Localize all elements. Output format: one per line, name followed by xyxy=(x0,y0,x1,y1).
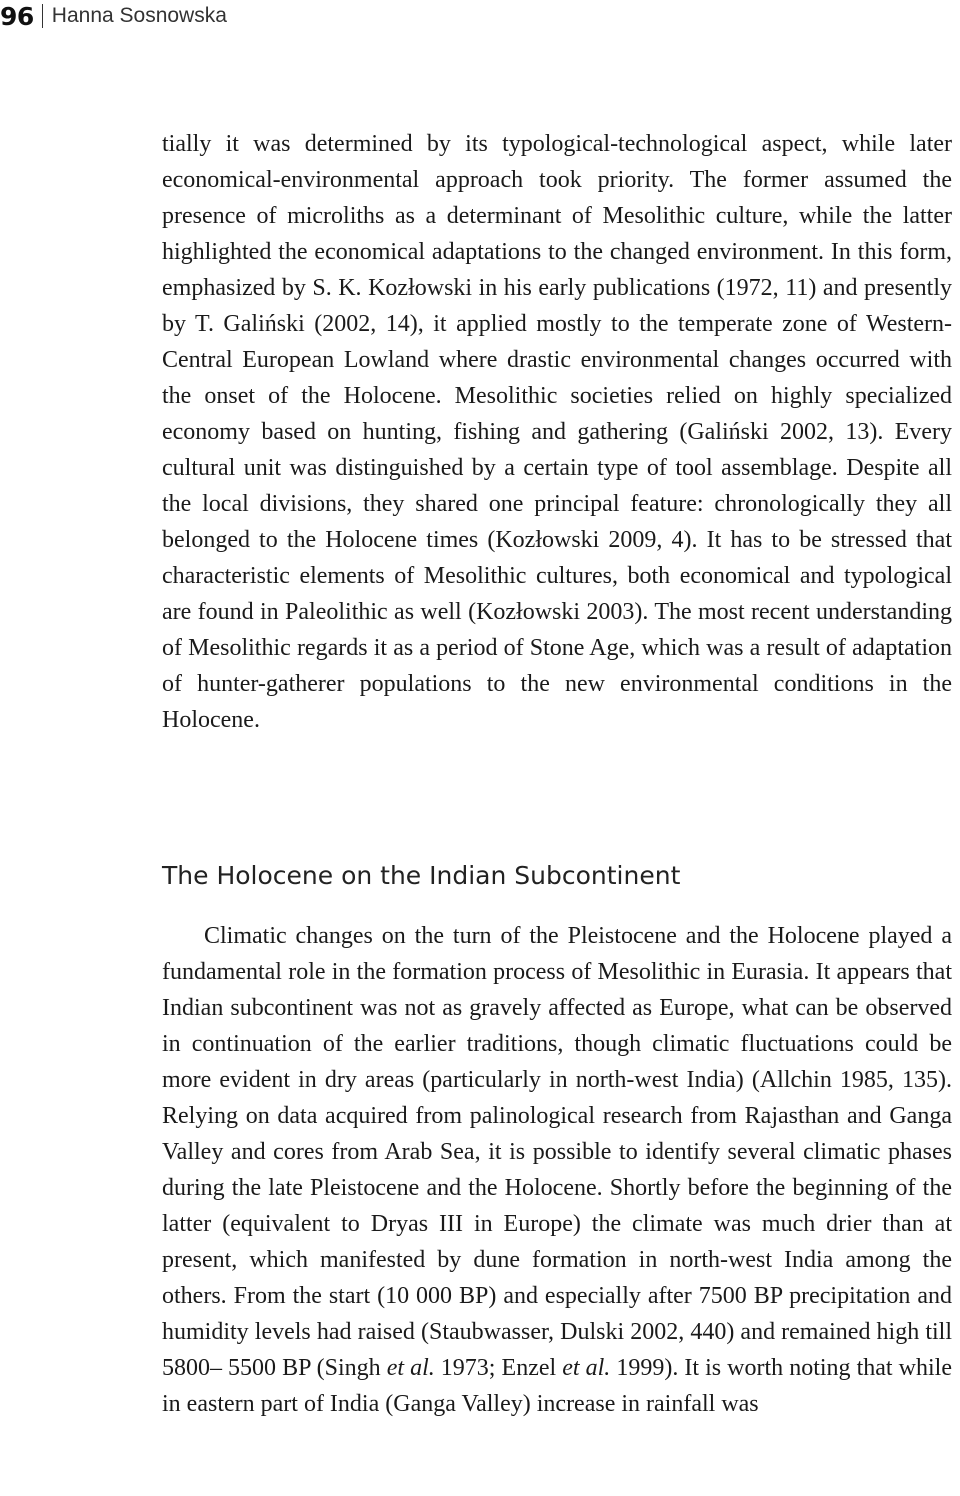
header-divider xyxy=(42,4,43,28)
et-al-italic-2: et al. xyxy=(562,1355,611,1381)
paragraph-2-text-part-1: Climatic changes on the turn of the Pleistocene and the Holocene played a fundamental role in the formation process of Mesolithic in Eurasia. It appears that Indian subcontinent was not as gravely affected as Europe, what can be observed in continuation of the earlier traditions, though climatic fluctuations could be more evident in dry areas (particularly in north-west India) (Allchin 1985, 135). Relying on data acquired from palinological research from Rajasthan and Ganga Valley and cores from Arab Sea, it is possible to identify several climatic phases during the late Pleistocene and the Holocene. Shortly before the beginning of the latter (equivalent to Dryas III in Europe) the climate was much drier than at present, which manifested by dune formation in north-west India among the others. From the start (10 000 BP) and especially after 7500 BP precipitation and humidity levels had raised (Staubwasser, Dulski 2002, 440) and remained high till 5800– 5500 BP (Singh xyxy=(162,923,952,1381)
running-header-author: Hanna Sosnowska xyxy=(51,4,227,27)
paragraph-2-text-part-2: 1973; Enzel xyxy=(434,1355,563,1381)
body-paragraph-1: tially it was determined by its typological-technological aspect, while later economical-environmental approach took priority. The former assumed the presence of microliths as a determinant of Mesolithic culture, while the latter highlighted the economical adaptations to the changed environment. In this form, emphasized by S. K. Kozłowski in his early publications (1972, 11) and presently by T. Galiński (2002, 14), it applied mostly to the temperate zone of Western-Central European Lowland where drastic environmental changes occurred with the onset of the Holocene. Mesolithic societies relied on highly specialized economy based on hunting, fishing and gathering (Galiński 2002, 13). Every cultural unit was distinguished by a certain type of tool assemblage. Despite all the local divisions, they shared one principal feature: chronologically they all belonged to the Holocene times (Kozłowski 2009, 4). It has to be stressed that characteristic elements of Mesolithic cultures, both economical and typological are found in Paleolithic as well (Kozłowski 2003). The most recent understanding of Mesolithic regards it as a period of Stone Age, which was a result of adaptation of hunter-gatherer populations to the new environmental conditions in the Holocene. xyxy=(162,131,952,733)
paragraph-2-text-part-3: 1999). It is worth noting that while in eastern part of India (Ganga Valley) increase in rainfall was xyxy=(162,1355,952,1417)
running-header xyxy=(0,0,227,32)
page-number: 96 xyxy=(0,1,34,31)
section-heading: The Holocene on the Indian Subcontinent xyxy=(162,861,681,890)
body-paragraph-2 xyxy=(162,918,952,1422)
et-al-italic-1: et al. xyxy=(386,1355,435,1381)
